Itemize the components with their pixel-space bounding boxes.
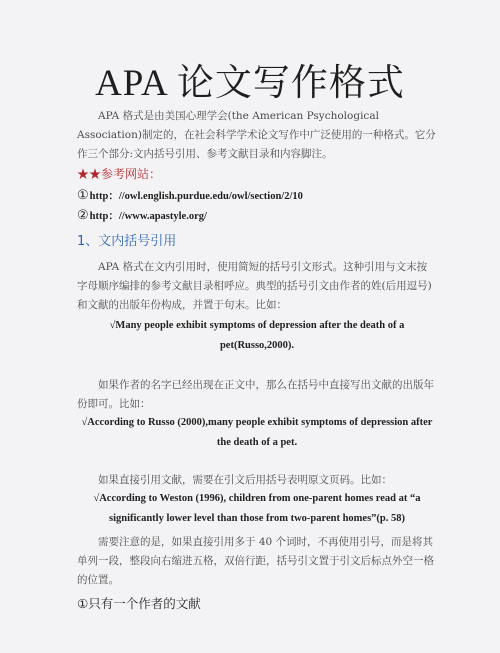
example-2: [77, 413, 437, 453]
circled-number-2: ②: [77, 207, 89, 222]
example-1-line-2: pet(Russo,2000).: [219, 340, 295, 351]
subsection-single-author-title: ①只有一个作者的文献: [77, 596, 201, 611]
example-1-line-1: √Many people exhibit symptoms of depression after the death of a: [109, 320, 405, 331]
section-1-paragraph-3: 如果直接引用文献，需要在引文后用括号表明原文页码。比如：: [98, 474, 392, 486]
section-1-paragraph-4: 需要注意的是，如果直接引用多于 40 个词时，不再使用引号，而是将其单列一段，整段向右缩进五格，双倍行距，括号引文置于引文后标点外空一格的位置。: [77, 536, 434, 586]
reference-link-1[interactable]: [77, 187, 303, 203]
reference-sites-heading: ★★参考网站：: [77, 167, 162, 181]
example-3: [77, 489, 437, 529]
example-1: [77, 316, 437, 356]
circled-number-1: ①: [77, 187, 89, 202]
example-3-line-1: √According to Weston (1996), children from one-parent homes read at “a: [93, 493, 421, 504]
reference-link-1-text: http：//owl.english.purdue.edu/owl/section/2/10: [89, 191, 303, 202]
example-2-line-1: √According to Russo (2000),many people exhibit symptoms of depression after: [81, 417, 433, 428]
reference-link-2-text: http：//www.apastyle.org/: [89, 211, 207, 222]
example-3-line-2: significantly lower level than those from two-parent homes”(p. 58): [108, 513, 406, 524]
example-2-line-2: the death of a pet.: [216, 437, 298, 448]
intro-paragraph: APA 格式是由美国心理学会(the American Psychological Association)制定的，在社会科学学术论文写作中广泛使用的一种格式。它分作三个部分:文内括号引用、参考文献目录和内容脚注。: [77, 110, 436, 160]
page-title: APA 论文写作格式: [95, 63, 405, 104]
reference-link-2[interactable]: [77, 207, 207, 223]
section-1-title: 1、文内括号引用: [77, 234, 177, 249]
section-1-paragraph-1: APA 格式在文内引用时，使用简短的括号引文形式。这种引用与文末按字母顺序编排的参考文献目录相呼应。典型的括号引文由作者的姓(后用逗号)和文献的出版年份构成，并置于句末。比如：: [77, 261, 432, 311]
section-1-paragraph-2: 如果作者的名字已经出现在正文中，那么在括号中直接写出文献的出版年份即可。比如：: [77, 379, 434, 410]
